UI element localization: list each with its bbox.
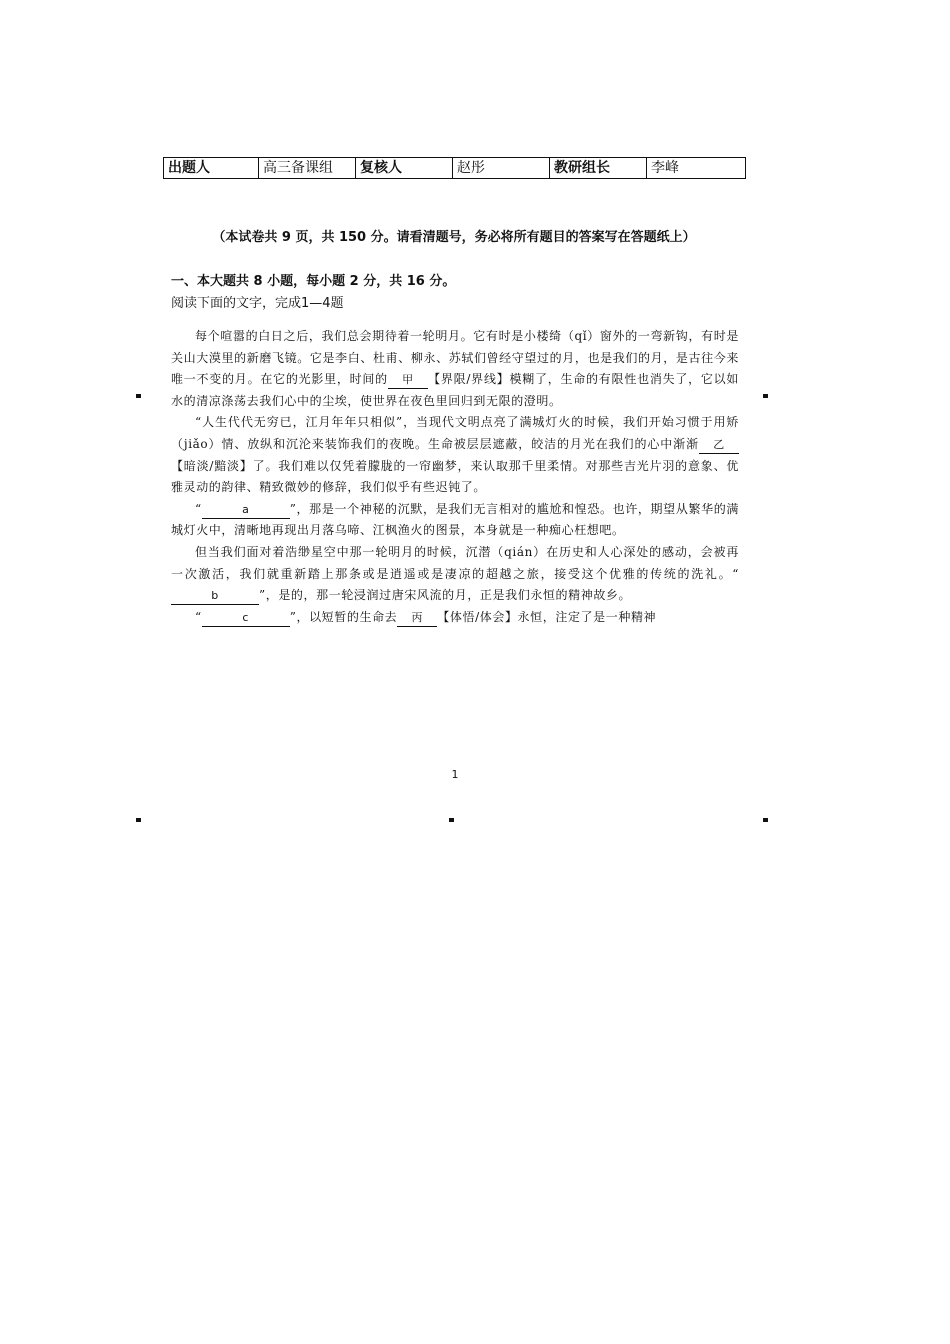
crop-mark <box>136 394 141 398</box>
setter-value: 高三备课组 <box>259 158 356 179</box>
paragraph-text: ”，以短暂的生命去 <box>289 609 398 624</box>
paragraph-text: 每个喧嚣的白日之后，我们总会期待着一轮明月。它有时是小楼绮（qǐ）窗外的一弯新钩，有时是关山大漠里的新磨飞镜。它是李白、杜甫、柳永、苏轼们曾经守望过的月，也是我们的月，是古往今来唯一不变的月。在它的光影里，时间的 <box>171 329 739 387</box>
passage-paragraph-4 <box>171 542 739 607</box>
paragraph-text: 【界限/界线】模糊了，生命的有限性也消失了，它以如水的清凉涤荡去我们心中的尘埃，使世界在夜色里回归到无限的澄明。 <box>171 372 740 408</box>
section-title: 一、本大题共 8 小题，每小题 2 分，共 16 分。 <box>171 274 456 289</box>
crop-mark <box>763 818 768 822</box>
blank-bing: 丙 <box>397 610 437 627</box>
setter-label: 出题人 <box>164 158 259 179</box>
reading-passage <box>171 326 739 628</box>
paragraph-text: 但当我们面对着浩缈星空中那一轮明月的时候，沉潜（qián）在历史和人心深处的感动，会被再一次激活，我们就重新踏上那条或是逍遥或是凄凉的超越之旅，接受这个优雅的传统的洗礼。“ <box>171 544 739 581</box>
passage-paragraph-3 <box>171 499 739 542</box>
blank-a: a <box>202 502 290 519</box>
paragraph-text: 【体悟/体会】永恒，注定了是一种精神 <box>437 609 657 624</box>
blank-c: c <box>202 610 290 627</box>
reviewer-value: 赵彤 <box>453 158 550 179</box>
crop-mark <box>136 818 141 822</box>
paragraph-text: “ <box>195 609 202 624</box>
crop-mark <box>449 818 454 822</box>
exam-info-table <box>163 157 746 179</box>
section-instruction: 阅读下面的文字，完成1—4题 <box>171 296 344 311</box>
page-number: 1 <box>451 768 459 781</box>
paragraph-text: ”，是的，那一轮浸润过唐宋风流的月，正是我们永恒的精神故乡。 <box>259 588 632 603</box>
blank-yi: 乙 <box>699 437 739 454</box>
group-leader-value: 李峰 <box>647 158 746 179</box>
paragraph-text: “ <box>195 501 202 516</box>
passage-paragraph-5 <box>171 607 739 629</box>
blank-jia: 甲 <box>388 372 428 389</box>
reviewer-label: 复核人 <box>356 158 453 179</box>
crop-mark <box>763 394 768 398</box>
exam-notice: （本试卷共 9 页，共 150 分。请看清题号，务必将所有题目的答案写在答题纸上） <box>212 230 696 245</box>
blank-b: b <box>171 588 259 605</box>
exam-info-row <box>164 158 746 179</box>
paragraph-text: “人生代代无穷已，江月年年只相似”，当现代文明点亮了满城灯火的时候，我们开始习惯于用矫（jiǎo）情、放纵和沉沦来装饰我们的夜晚。生命被层层遮蔽，皎洁的月光在我们的心中渐渐 <box>171 415 739 451</box>
paragraph-text: ”，那是一个神秘的沉默，是我们无言相对的尴尬和惶恐。也许，期望从繁华的满城灯火中，清晰地再现出月落乌啼、江枫渔火的图景，本身就是一种痴心枉想吧。 <box>171 501 739 538</box>
passage-paragraph-1 <box>171 326 739 412</box>
passage-paragraph-2 <box>171 412 739 498</box>
paragraph-text: 【暗淡/黯淡】了。我们难以仅凭着朦胧的一帘幽梦，来认取那千里柔情。对那些吉光片羽的意象、优雅灵动的韵律、精致微妙的修辞，我们似乎有些迟钝了。 <box>171 458 739 495</box>
group-leader-label: 教研组长 <box>550 158 647 179</box>
